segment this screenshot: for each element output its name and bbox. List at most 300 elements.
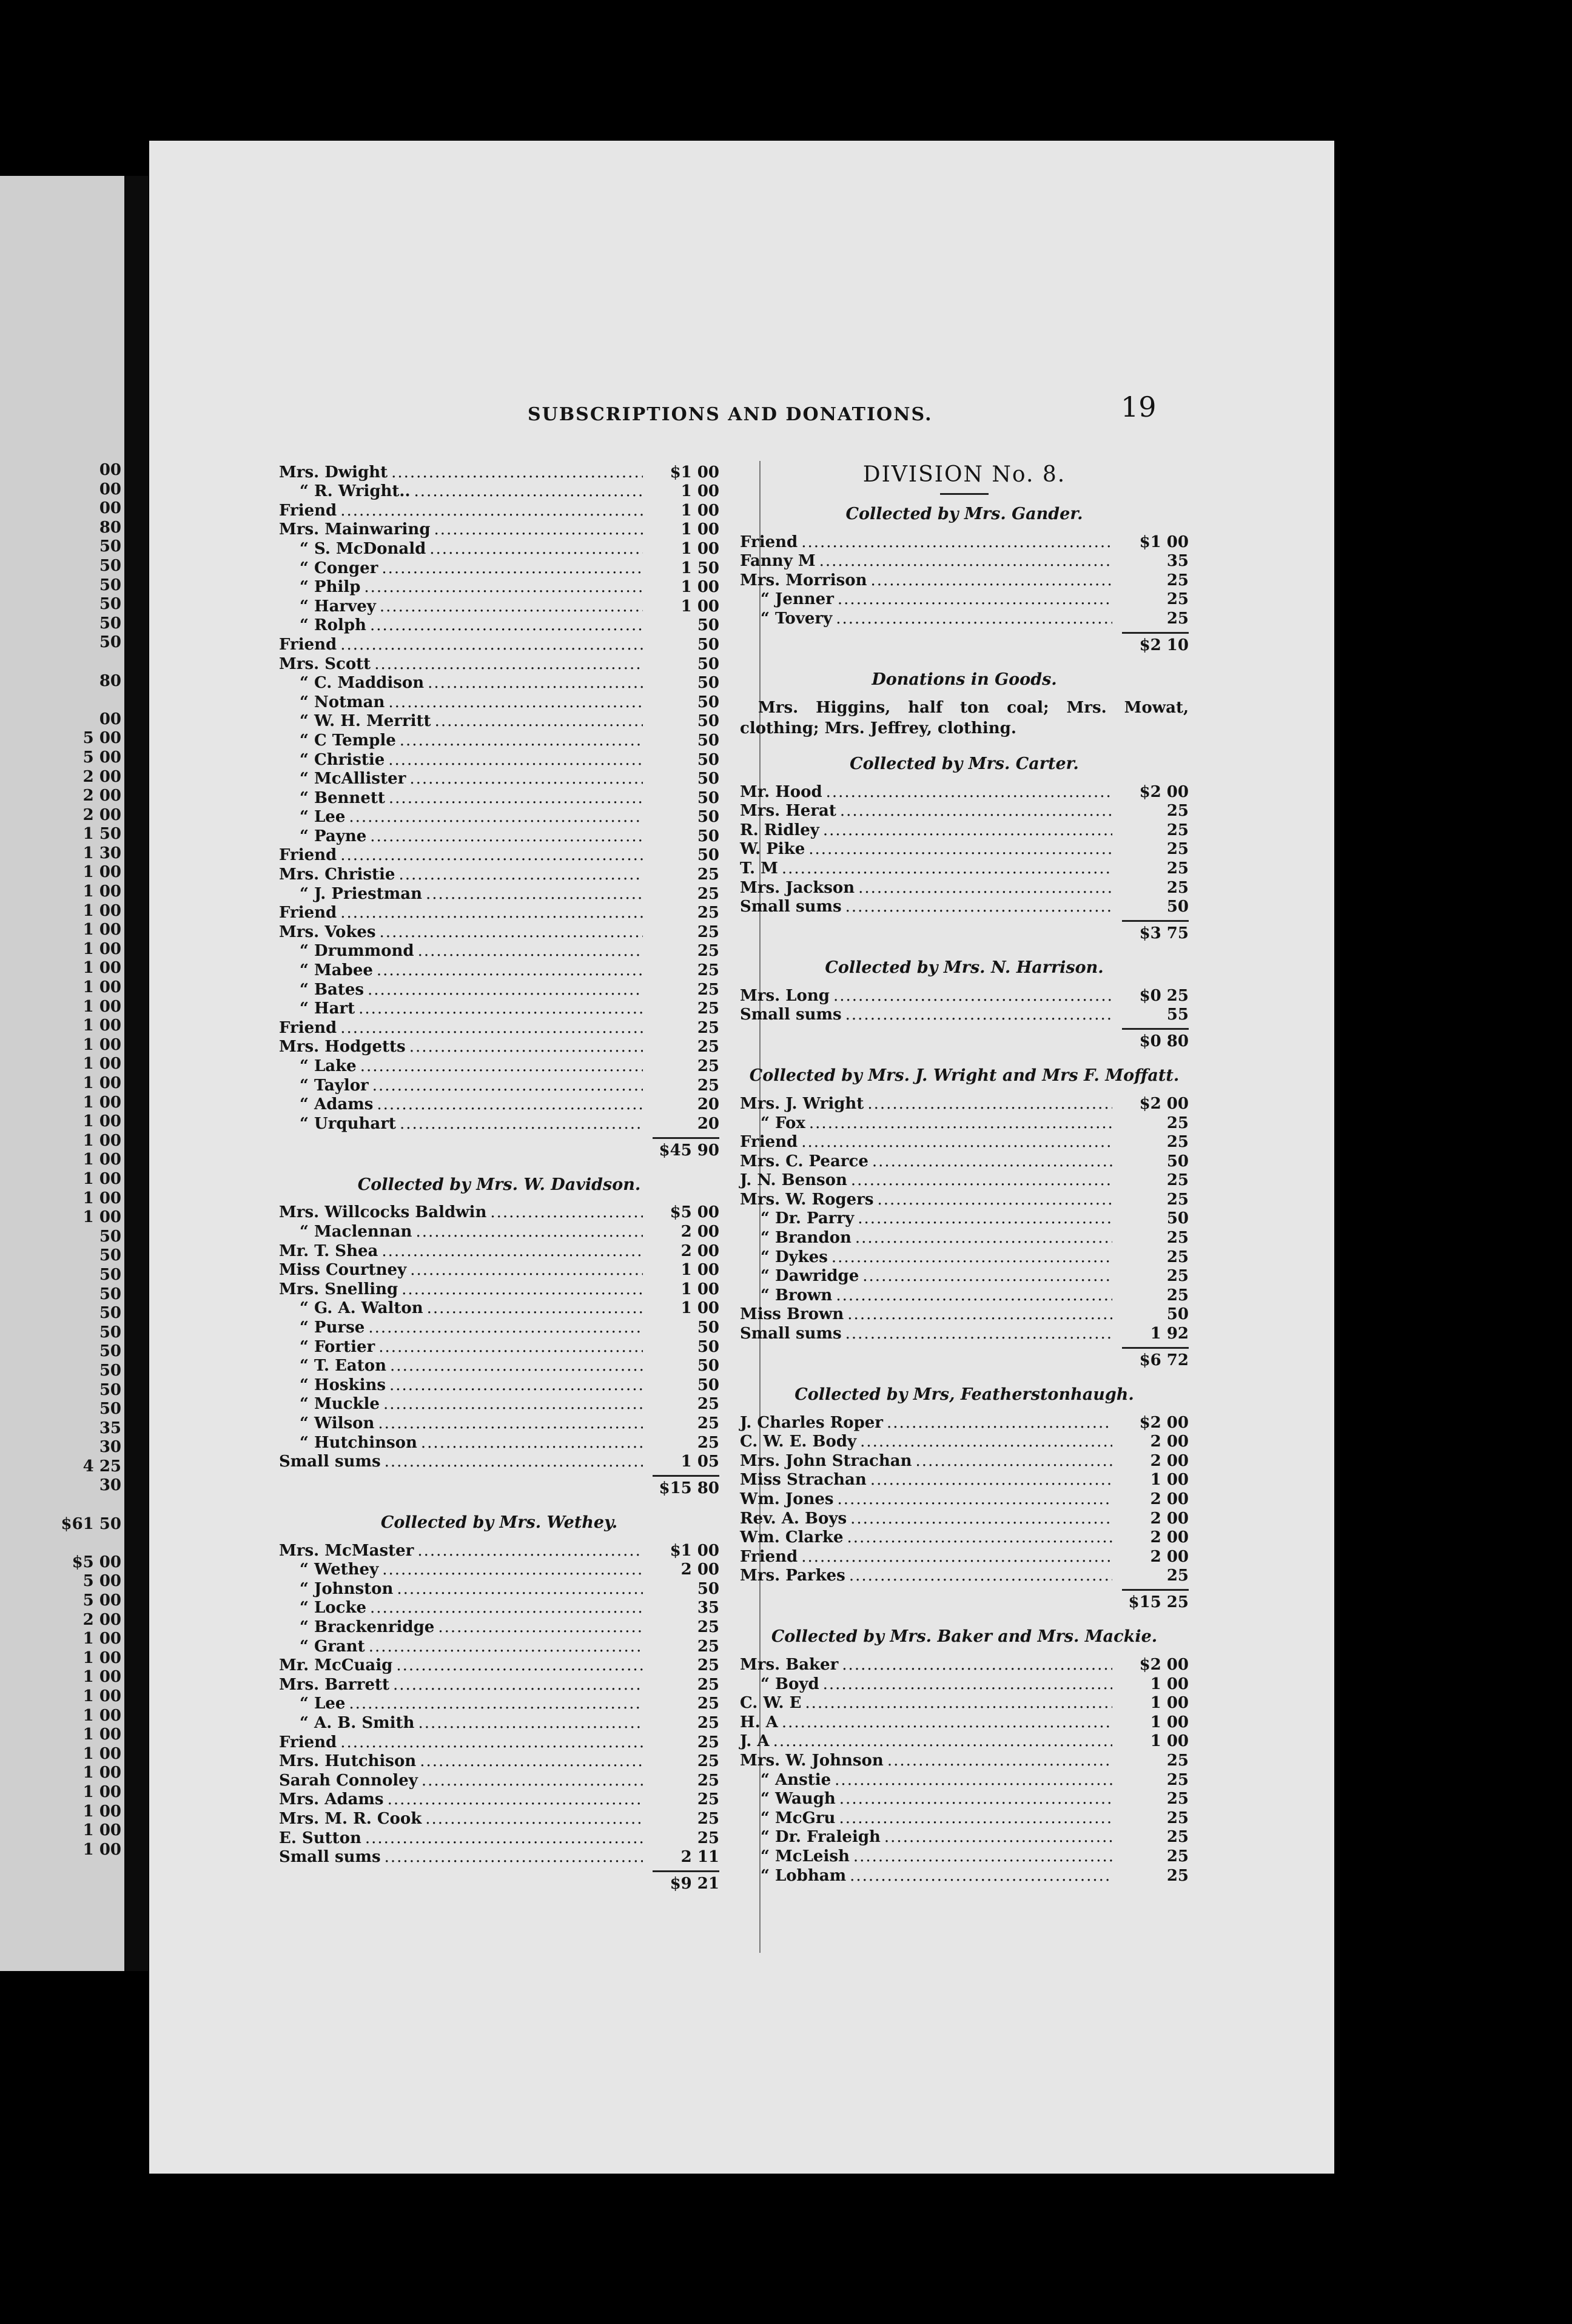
entry-name: H. A [740,1713,778,1731]
left-amount: 1 00 [82,1840,121,1859]
dot-leader [340,1733,643,1751]
entry-amount: 1 00 [680,578,719,597]
entry-name: Friend [279,1018,337,1037]
left-amount: 1 00 [82,1189,121,1207]
dot-leader [388,1790,643,1808]
column-right [740,462,1189,1885]
entry-name: “ Bennett [279,789,385,807]
dot-leader [381,559,643,577]
dot-leader [819,552,1112,570]
list-item [279,1598,719,1617]
dot-leader [374,655,643,673]
list-item [279,692,719,711]
entry-amount: 35 [697,1599,719,1617]
entry-name: “ Lobham [740,1867,846,1885]
dot-leader [389,1376,643,1394]
list-item [279,558,719,577]
entry-name: “ McGru [740,1809,835,1827]
dot-leader [847,1305,1112,1323]
list-item [740,1093,1189,1113]
entry-amount: 25 [1166,1286,1189,1305]
dot-leader [805,1694,1112,1712]
entry-name: “ Hoskins [279,1376,386,1394]
entry-amount: 1 00 [680,1299,719,1318]
entry-amount: 1 00 [1150,1674,1189,1693]
dot-leader [429,540,643,558]
left-amount: 1 00 [82,1802,121,1821]
entry-amount: 25 [697,1733,719,1751]
entry-amount: 1 92 [1150,1325,1189,1343]
dot-leader [427,1299,643,1317]
entry-name: “ Hutchinson [279,1434,417,1452]
dot-leader [490,1203,643,1221]
list-item [279,673,719,693]
list-item [279,1790,719,1809]
left-amount: 50 [99,1227,121,1246]
left-amount: 50 [99,633,121,652]
entry-name: J. Charles Roper [740,1413,884,1432]
dot-leader [845,1325,1112,1343]
entry-amount: 25 [697,980,719,999]
entry-amount: 25 [1166,1133,1189,1152]
list-item [279,482,719,501]
entry-name: Mrs. Dwight [279,463,388,482]
list-item [740,1285,1189,1305]
entry-amount: 25 [697,922,719,941]
entry-amount: $2 00 [1139,1094,1189,1113]
entry-amount: 25 [697,1752,719,1771]
list-item [740,1489,1189,1508]
entry-amount: 50 [697,1357,719,1375]
entry-name: “ Johnston [279,1580,393,1598]
list-item [740,1712,1189,1731]
left-amount: 1 00 [82,959,121,978]
total-gander: $2 10 [740,628,1189,654]
list-item [740,1412,1189,1432]
entry-name: “ Locke [279,1599,366,1617]
entry-name: “ Brandon [740,1229,852,1247]
total-davidson: $15 80 [279,1471,719,1497]
heading-wethey: Collected by Mrs. Wethey. [380,1513,618,1533]
entry-name: “ Lee [279,1694,345,1713]
list-item [279,1713,719,1732]
entry-amount: 25 [697,1395,719,1414]
dot-leader [340,846,643,864]
entry-amount: 25 [697,1637,719,1656]
dot-leader [401,1280,643,1298]
left-amount: 5 00 [82,729,121,748]
page-number: 19 [1121,391,1157,423]
entry-amount: 25 [697,999,719,1018]
left-amount: 5 00 [82,1572,121,1591]
entry-amount: 50 [697,750,719,769]
entry-amount: 25 [697,1038,719,1056]
left-amount: 1 00 [82,978,121,997]
entry-name: Miss Brown [740,1305,844,1324]
entry-amount: 50 [697,1337,719,1356]
dot-leader [393,1676,643,1694]
dot-leader [860,1432,1112,1451]
dot-leader [916,1452,1112,1470]
entry-amount: 50 [1166,898,1189,916]
entry-name: “ Hart [279,999,355,1018]
left-amount: 00 [99,480,121,499]
dot-leader [409,770,643,788]
entry-name: Rev. A. Boys [740,1509,847,1528]
list-item [279,654,719,673]
entry-name: “ Boyd [740,1675,819,1693]
entry-name: “ S. McDonald [279,540,426,558]
left-amount: 1 00 [82,1016,121,1035]
dot-leader [340,636,643,654]
left-amount: 2 00 [82,767,121,786]
total-harrison: $0 80 [740,1024,1189,1050]
left-amount: 1 00 [82,1725,121,1744]
entry-amount: 25 [1166,1847,1189,1866]
left-amount: 50 [99,1342,121,1361]
list-item [279,807,719,827]
entry-amount: 25 [1166,840,1189,859]
list-item [740,1266,1189,1286]
left-amount: 50 [99,595,121,614]
dot-leader [418,942,643,960]
dot-leader [397,1580,643,1598]
entry-name: Mrs. Hodgetts [279,1038,406,1056]
dot-leader [420,1752,643,1770]
left-page [0,176,124,1971]
entry-name: Mr. Hood [740,782,822,801]
entry-name: “ Urquhart [279,1115,396,1133]
list-item [279,941,719,961]
list-wethey [279,1540,719,1866]
entry-name: “ Fortier [279,1338,375,1356]
entry-name: “ Brackenridge [279,1618,434,1636]
left-amount: 1 00 [82,1764,121,1782]
dot-leader [867,1095,1112,1113]
left-page-amounts [0,461,121,1859]
entry-amount: 1 00 [1150,1713,1189,1731]
dot-leader [435,712,643,730]
list-item [279,1095,719,1114]
list-item [279,1113,719,1133]
list-item [279,1694,719,1713]
left-amount: 50 [99,537,121,556]
entry-name: “ Rolph [279,616,366,634]
entry-name: J. A [740,1732,770,1751]
entry-amount: 25 [1166,1770,1189,1789]
column-left [279,462,719,1893]
entry-name: “ Bates [279,981,364,999]
entry-name: “ Tovery [740,610,832,628]
entry-amount: 2 00 [1150,1509,1189,1528]
dot-leader [887,1414,1112,1432]
list-item [279,1337,719,1356]
list-item [740,1113,1189,1132]
left-amount: 1 00 [82,921,121,939]
dot-leader [845,1006,1112,1024]
total-featherstonhaugh: $15 25 [740,1585,1189,1611]
dot-leader [421,1434,643,1452]
entry-amount: 25 [697,1714,719,1733]
dot-leader [425,1810,643,1828]
dot-leader [839,1790,1112,1808]
dot-leader [410,1261,643,1279]
entry-name: “ Maclennan [279,1223,412,1241]
dot-leader [850,1867,1112,1885]
entry-amount: $0 25 [1139,986,1189,1005]
left-amount: 5 00 [82,748,121,767]
entry-name: “ Purse [279,1318,364,1337]
entry-name: Mrs. Hutchison [279,1752,417,1771]
entry-name: “ Conger [279,559,378,577]
entry-name: Mrs. Long [740,986,830,1005]
entry-amount: 50 [697,1579,719,1598]
entry-amount: 25 [1166,802,1189,821]
list-item [740,1789,1189,1808]
entry-name: Small sums [740,898,842,916]
total-main: $45 90 [279,1133,719,1160]
entry-name: Friend [279,635,337,654]
left-amount: 50 [99,1304,121,1323]
list-item [279,1636,719,1656]
entry-amount: 25 [697,1433,719,1452]
entry-amount: 25 [697,1829,719,1847]
page-header: SUBSCRIPTIONS AND DONATIONS. [528,404,933,425]
list-item [740,1227,1189,1247]
dot-leader [380,597,643,616]
list-harrison [740,986,1189,1024]
entry-name: C. W. E. Body [740,1432,857,1451]
dot-leader [853,1847,1112,1866]
entry-amount: 50 [697,846,719,865]
dot-leader [370,1599,643,1617]
dot-leader [400,1115,643,1133]
list-item [740,1132,1189,1152]
dot-leader [409,1038,643,1056]
list-item [279,1579,719,1598]
left-amount: 50 [99,576,121,594]
list-item [279,1279,719,1298]
heading-wright: Collected by Mrs. J. Wright and Mrs F. Moffatt. [749,1066,1180,1086]
dot-leader [870,1471,1112,1489]
list-item [279,1375,719,1394]
left-amount [0,1534,121,1553]
entry-name: Mrs. John Strachan [740,1451,912,1470]
entry-amount: 25 [697,904,719,922]
left-amount: 1 00 [82,1668,121,1687]
list-item [279,864,719,884]
entry-name: “ Anstie [740,1771,831,1789]
entry-amount: 2 11 [680,1848,719,1867]
entry-name: Mrs. Scott [279,654,371,673]
dot-leader [428,674,643,692]
left-amount: 1 00 [82,1630,121,1648]
list-item [279,1203,719,1222]
left-amount: 1 00 [82,1131,121,1150]
entry-name: “ Muckle [279,1395,380,1413]
entry-name: “ Notman [279,693,385,711]
entry-amount: 25 [697,884,719,903]
left-amount: 2 00 [82,1610,121,1629]
entry-amount: 25 [1166,1828,1189,1847]
entry-amount: 1 00 [1150,1732,1189,1751]
dot-leader [415,1223,643,1241]
entry-amount: 1 00 [680,1280,719,1298]
entry-amount: 2 00 [680,1222,719,1241]
dot-leader [877,1191,1112,1209]
entry-amount: 25 [1166,1567,1189,1585]
list-item [279,750,719,769]
entry-name: Mrs. Adams [279,1790,384,1809]
dot-leader [826,783,1112,801]
list-item [740,1693,1189,1713]
list-item [740,1151,1189,1170]
left-amount: 80 [99,518,121,537]
left-amount: 1 50 [82,825,121,844]
entry-amount: 35 [1166,552,1189,571]
left-amount: 1 00 [82,939,121,958]
entry-name: Friend [740,532,798,551]
list-item [279,1828,719,1847]
list-item [279,730,719,750]
entry-amount: 2 00 [1150,1490,1189,1508]
list-item [740,1827,1189,1847]
list-item [279,1732,719,1751]
entry-amount: 25 [697,1018,719,1037]
entry-amount: 1 00 [680,597,719,616]
list-item [279,1056,719,1075]
dot-leader [368,1318,643,1337]
left-amount: 1 00 [82,997,121,1016]
entry-name: R. Ridley [740,821,819,839]
list-featherstonhaugh [740,1412,1189,1585]
left-amount: 1 00 [82,1648,121,1667]
left-amount: 30 [99,1438,121,1457]
list-item [740,1189,1189,1209]
entry-amount: 1 00 [680,482,719,501]
entry-name: “ A. B. Smith [279,1714,414,1732]
entry-amount: 25 [697,1810,719,1828]
dot-leader [389,789,643,807]
left-amount: 50 [99,1285,121,1303]
dot-leader [372,1076,643,1095]
dot-leader [340,502,643,520]
dot-leader [398,865,643,884]
list-item [740,1528,1189,1547]
left-amount: 35 [99,1419,121,1437]
list-item [279,1751,719,1771]
dot-leader [418,1714,643,1732]
list-item [279,539,719,558]
list-item [740,1305,1189,1324]
dot-leader [417,1542,643,1560]
list-item [279,1241,719,1260]
left-amount: 2 00 [82,805,121,824]
list-item [740,570,1189,589]
total-carter: $3 75 [740,916,1189,942]
dot-leader [855,1229,1112,1247]
entry-name: W. Pike [740,840,805,859]
entry-name: Mrs. W. Johnson [740,1751,884,1770]
list-item [279,711,719,731]
list-item [740,858,1189,878]
dot-leader [849,1567,1112,1585]
heading-davidson: Collected by Mrs. W. Davidson. [357,1175,641,1194]
dot-leader [773,1732,1112,1750]
entry-name: Friend [279,1733,337,1751]
list-item [740,1731,1189,1751]
list-item [279,1221,719,1241]
dot-leader [383,1395,643,1413]
division-title: DIVISION No. 8. [862,462,1066,487]
entry-amount: 50 [697,1318,719,1337]
dot-leader [884,1828,1112,1846]
entry-name: Friend [740,1133,798,1152]
entry-amount: 50 [697,770,719,788]
list-item [279,960,719,979]
entry-amount: 25 [1166,859,1189,878]
entry-name: Mrs. J. Wright [740,1094,864,1113]
list-item [740,608,1189,628]
entry-amount: 25 [1166,1790,1189,1808]
entry-name: “ Dykes [740,1248,828,1266]
entry-amount: 1 00 [680,1261,719,1280]
entry-amount: 25 [1166,571,1189,589]
list-item [279,1317,719,1337]
left-amount: 50 [99,614,121,633]
entry-name: “ Taylor [279,1076,369,1095]
entry-amount: 25 [697,1656,719,1675]
entry-amount: 1 50 [680,559,719,577]
entry-amount: 25 [697,961,719,980]
entry-name: Mrs. Mainwaring [279,520,431,539]
book-gutter [124,176,149,1971]
list-item [740,1170,1189,1190]
entry-amount: 20 [697,1114,719,1133]
entry-name: Mrs. Baker [740,1655,839,1674]
list-item [740,1674,1189,1693]
dot-leader [426,885,643,903]
left-amount: 4 25 [82,1457,121,1476]
entry-name: Mrs. McMaster [279,1541,414,1560]
entry-name: “ McLeish [740,1847,850,1866]
list-item [279,462,719,482]
dot-leader [370,616,643,634]
dot-leader [823,1675,1112,1693]
list-item [279,1770,719,1790]
entry-amount: 50 [697,808,719,827]
entry-amount: $2 00 [1139,782,1189,801]
list-item [279,634,719,654]
dot-leader [850,1510,1112,1528]
dot-leader [438,1618,643,1636]
entry-amount: 25 [697,1057,719,1075]
heading-baker: Collected by Mrs. Baker and Mrs. Mackie. [771,1627,1158,1647]
left-amount: 1 00 [82,1055,121,1073]
dot-leader [847,1528,1113,1547]
division-rule [940,493,989,495]
entry-name: Mrs. Willcocks Baldwin [279,1203,487,1222]
left-amount: 1 00 [82,1744,121,1763]
list-baker [740,1654,1189,1884]
list-item [740,551,1189,571]
list-item [740,1323,1189,1343]
entry-amount: 25 [1166,1113,1189,1132]
dot-leader [349,808,643,826]
dot-leader [782,1713,1112,1731]
left-amount: 1 00 [82,901,121,920]
list-item [279,769,719,788]
